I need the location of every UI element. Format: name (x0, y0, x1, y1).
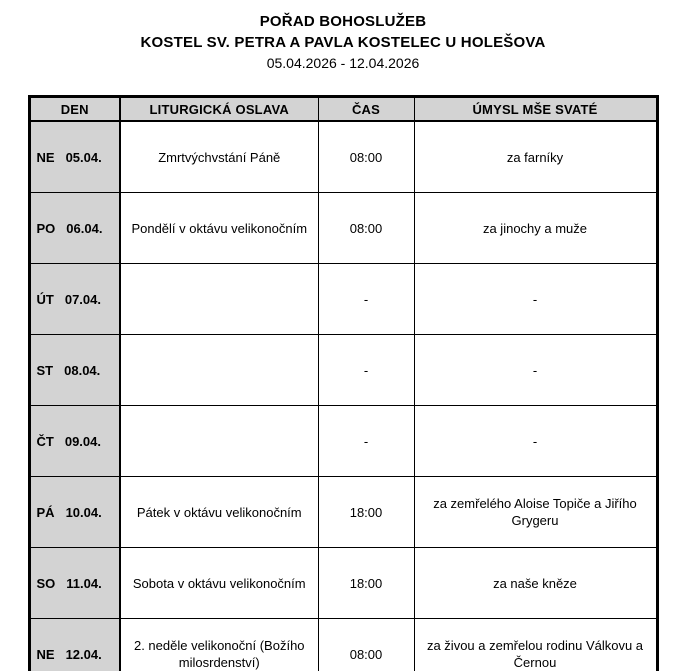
time-cell: 18:00 (318, 548, 414, 619)
day-cell (29, 477, 120, 548)
time-cell: - (318, 264, 414, 335)
column-header-cas: ČAS (318, 97, 414, 122)
page-title: POŘAD BOHOSLUŽEB (259, 13, 427, 30)
intention-cell: - (414, 264, 657, 335)
table-header-row (29, 97, 657, 122)
table-row-ne-0504 (29, 121, 657, 193)
day-abbrev: ÚT (36, 291, 54, 307)
column-header-den: DEN (29, 97, 120, 122)
table-row-so-1104 (29, 548, 657, 619)
column-header-liturgicka-oslava: LITURGICKÁ OSLAVA (120, 97, 318, 122)
day-date: 07.04. (64, 291, 101, 307)
table-row-ut-0704 (29, 264, 657, 335)
day-date: 10.04. (65, 504, 102, 520)
day-cell (29, 548, 120, 619)
table-row-ct-0904 (29, 406, 657, 477)
day-date: 08.04. (64, 362, 101, 378)
day-cell (29, 406, 120, 477)
celebration-cell (120, 406, 318, 477)
day-abbrev: NE (36, 646, 55, 662)
time-cell: 08:00 (318, 121, 414, 193)
day-date: 12.04. (65, 646, 102, 662)
time-cell: - (318, 335, 414, 406)
day-abbrev: ST (36, 362, 54, 378)
intention-cell: za farníky (414, 121, 657, 193)
celebration-cell: Zmrtvýchvstání Páně (120, 121, 318, 193)
table-row-ne-1204 (29, 619, 657, 671)
day-abbrev: PÁ (36, 504, 55, 520)
table-row-pa-1004 (29, 477, 657, 548)
day-cell (29, 335, 120, 406)
day-date: 06.04. (66, 220, 103, 236)
day-cell (29, 193, 120, 264)
celebration-cell (120, 264, 318, 335)
column-header-umysl: ÚMYSL MŠE SVATÉ (414, 97, 657, 122)
intention-cell: za jinochy a muže (414, 193, 657, 264)
table-row-st-0804 (29, 335, 657, 406)
time-cell: - (318, 406, 414, 477)
day-cell (29, 264, 120, 335)
day-abbrev: SO (36, 575, 56, 591)
day-abbrev: PO (36, 220, 56, 236)
time-cell: 08:00 (318, 193, 414, 264)
schedule-table (28, 95, 659, 671)
celebration-cell: Pátek v oktávu velikonočním (120, 477, 318, 548)
day-date: 05.04. (65, 149, 102, 165)
intention-cell: - (414, 335, 657, 406)
table-row-po-0604 (29, 193, 657, 264)
celebration-cell: 2. neděle velikonoční (Božího milosrdenství) (120, 619, 318, 671)
church-name-title: KOSTEL SV. PETRA A PAVLA KOSTELEC U HOLEŠOVA (140, 34, 546, 51)
celebration-cell: Pondělí v oktávu velikonočním (120, 193, 318, 264)
day-abbrev: ČT (36, 433, 54, 449)
day-cell (29, 619, 120, 671)
celebration-cell: Sobota v oktávu velikonočním (120, 548, 318, 619)
intention-cell: za živou a zemřelou rodinu Válkovu a Černou (414, 619, 657, 671)
time-cell: 18:00 (318, 477, 414, 548)
intention-cell: za naše kněze (414, 548, 657, 619)
day-cell (29, 121, 120, 193)
document-header (0, 0, 686, 73)
time-cell: 08:00 (318, 619, 414, 671)
day-date: 09.04. (64, 433, 101, 449)
intention-cell: - (414, 406, 657, 477)
intention-cell: za zemřelého Aloise Topiče a Jiřího Grygeru (414, 477, 657, 548)
date-range: 05.04.2026 - 12.04.2026 (266, 55, 420, 71)
celebration-cell (120, 335, 318, 406)
day-date: 11.04. (66, 575, 102, 591)
day-abbrev: NE (36, 149, 55, 165)
